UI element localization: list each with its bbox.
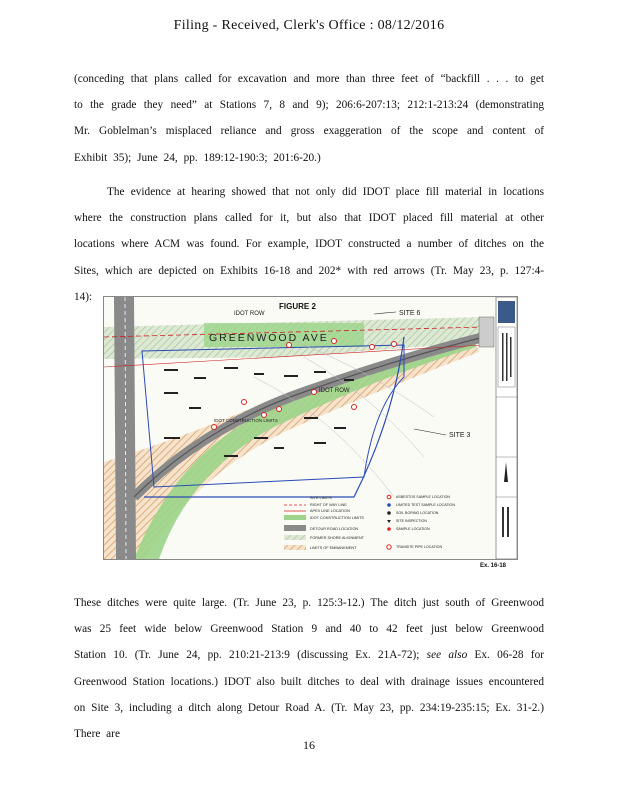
legend-item: FORMER SHORE ALIGNMENT <box>310 536 365 540</box>
legend-right-item: LIMITED TEST SAMPLE LOCATION <box>396 503 455 507</box>
page-number: 16 <box>303 738 315 752</box>
legend-item: LIMITS OF EMBANKMENT <box>310 546 357 550</box>
site-map-figure <box>103 296 518 560</box>
legend-right-item: ASBESTOS SAMPLE LOCATION <box>396 495 450 499</box>
legend-item: IDOT CONSTRUCTION LIMITS <box>310 516 364 520</box>
site-map <box>104 297 517 559</box>
company-logo <box>498 301 515 323</box>
legend-right-item: SITE INSPECTION <box>396 519 427 523</box>
row-label: IDOT ROW <box>234 311 265 317</box>
street-label: GREENWOOD AVE <box>209 332 329 344</box>
site6-label: SITE 6 <box>399 310 421 317</box>
legend-item: APEX LINE LOCATION <box>310 509 350 513</box>
ditches-text-part2: Ex. 06-28 for Greenwood Station locations.) IDOT also built ditches to deal with drainage issues encountered on Site 3, including a ditch along Detour Road A. (Tr. May 23, pp. 234:19-235:15; Ex. 31-2.) There are <box>74 649 544 741</box>
paragraph-ditches <box>74 590 544 747</box>
see-also-italic: see also <box>426 649 468 662</box>
legend-item: RIGHT OF WAY LINE <box>310 503 347 507</box>
legend-item: SITE LIMITS <box>310 496 332 500</box>
idot-row-label-2: IDOT ROW <box>319 388 350 394</box>
exhibit-label: Ex. 16-18 <box>480 563 507 569</box>
legend-right-item: TRANSITE PIPE LOCATION <box>396 545 443 549</box>
construction-label: IDOT CONSTRUCTION LIMITS <box>214 418 278 423</box>
figure-title: FIGURE 2 <box>279 302 316 311</box>
paragraph-evidence: The evidence at hearing showed that not only did IDOT place fill material in locations where the construction plans called for it, but also that IDOT placed fill material at other locations where ACM was found. For example, IDOT constructed a number of ditches on the Sites, which are depicted on Exhibits 16-18 and 202* with red arrows (Tr. May 23, p. 127:4-14): <box>74 186 544 303</box>
legend-right-item: SOIL BORING LOCATION <box>396 511 439 515</box>
legend-right-item: SAMPLE LOCATION <box>396 527 430 531</box>
paragraph-citations: (conceding that plans called for excavation and more than three feet of “backfill . . . to get to the grade they need” at Stations 7, 8 and 9); 206:6-207:13; 212:1-213:24 (demonstrating Mr. Goblelman’s misplaced reliance and gross exaggeration of the scope and content of Exhibit 35); June 24, pp. 189:12-190:3; 201:6-20.) <box>74 73 544 164</box>
filing-header: Filing - Received, Clerk's Office : 08/12/2016 <box>173 18 445 33</box>
site3-label: SITE 3 <box>449 432 471 439</box>
ditches-text-part1: These ditches were quite large. (Tr. June 23, p. 125:3-12.) The ditch just south of Greenwood was 25 feet wide below Greenwood Station 9 and 40 to 42 feet just below Greenwood Station 10. (Tr. June 24, pp. 210:21-213:9 (discussing Ex. 21A-72); <box>74 597 544 662</box>
legend-item: DETOUR ROAD LOCATION <box>310 527 359 531</box>
